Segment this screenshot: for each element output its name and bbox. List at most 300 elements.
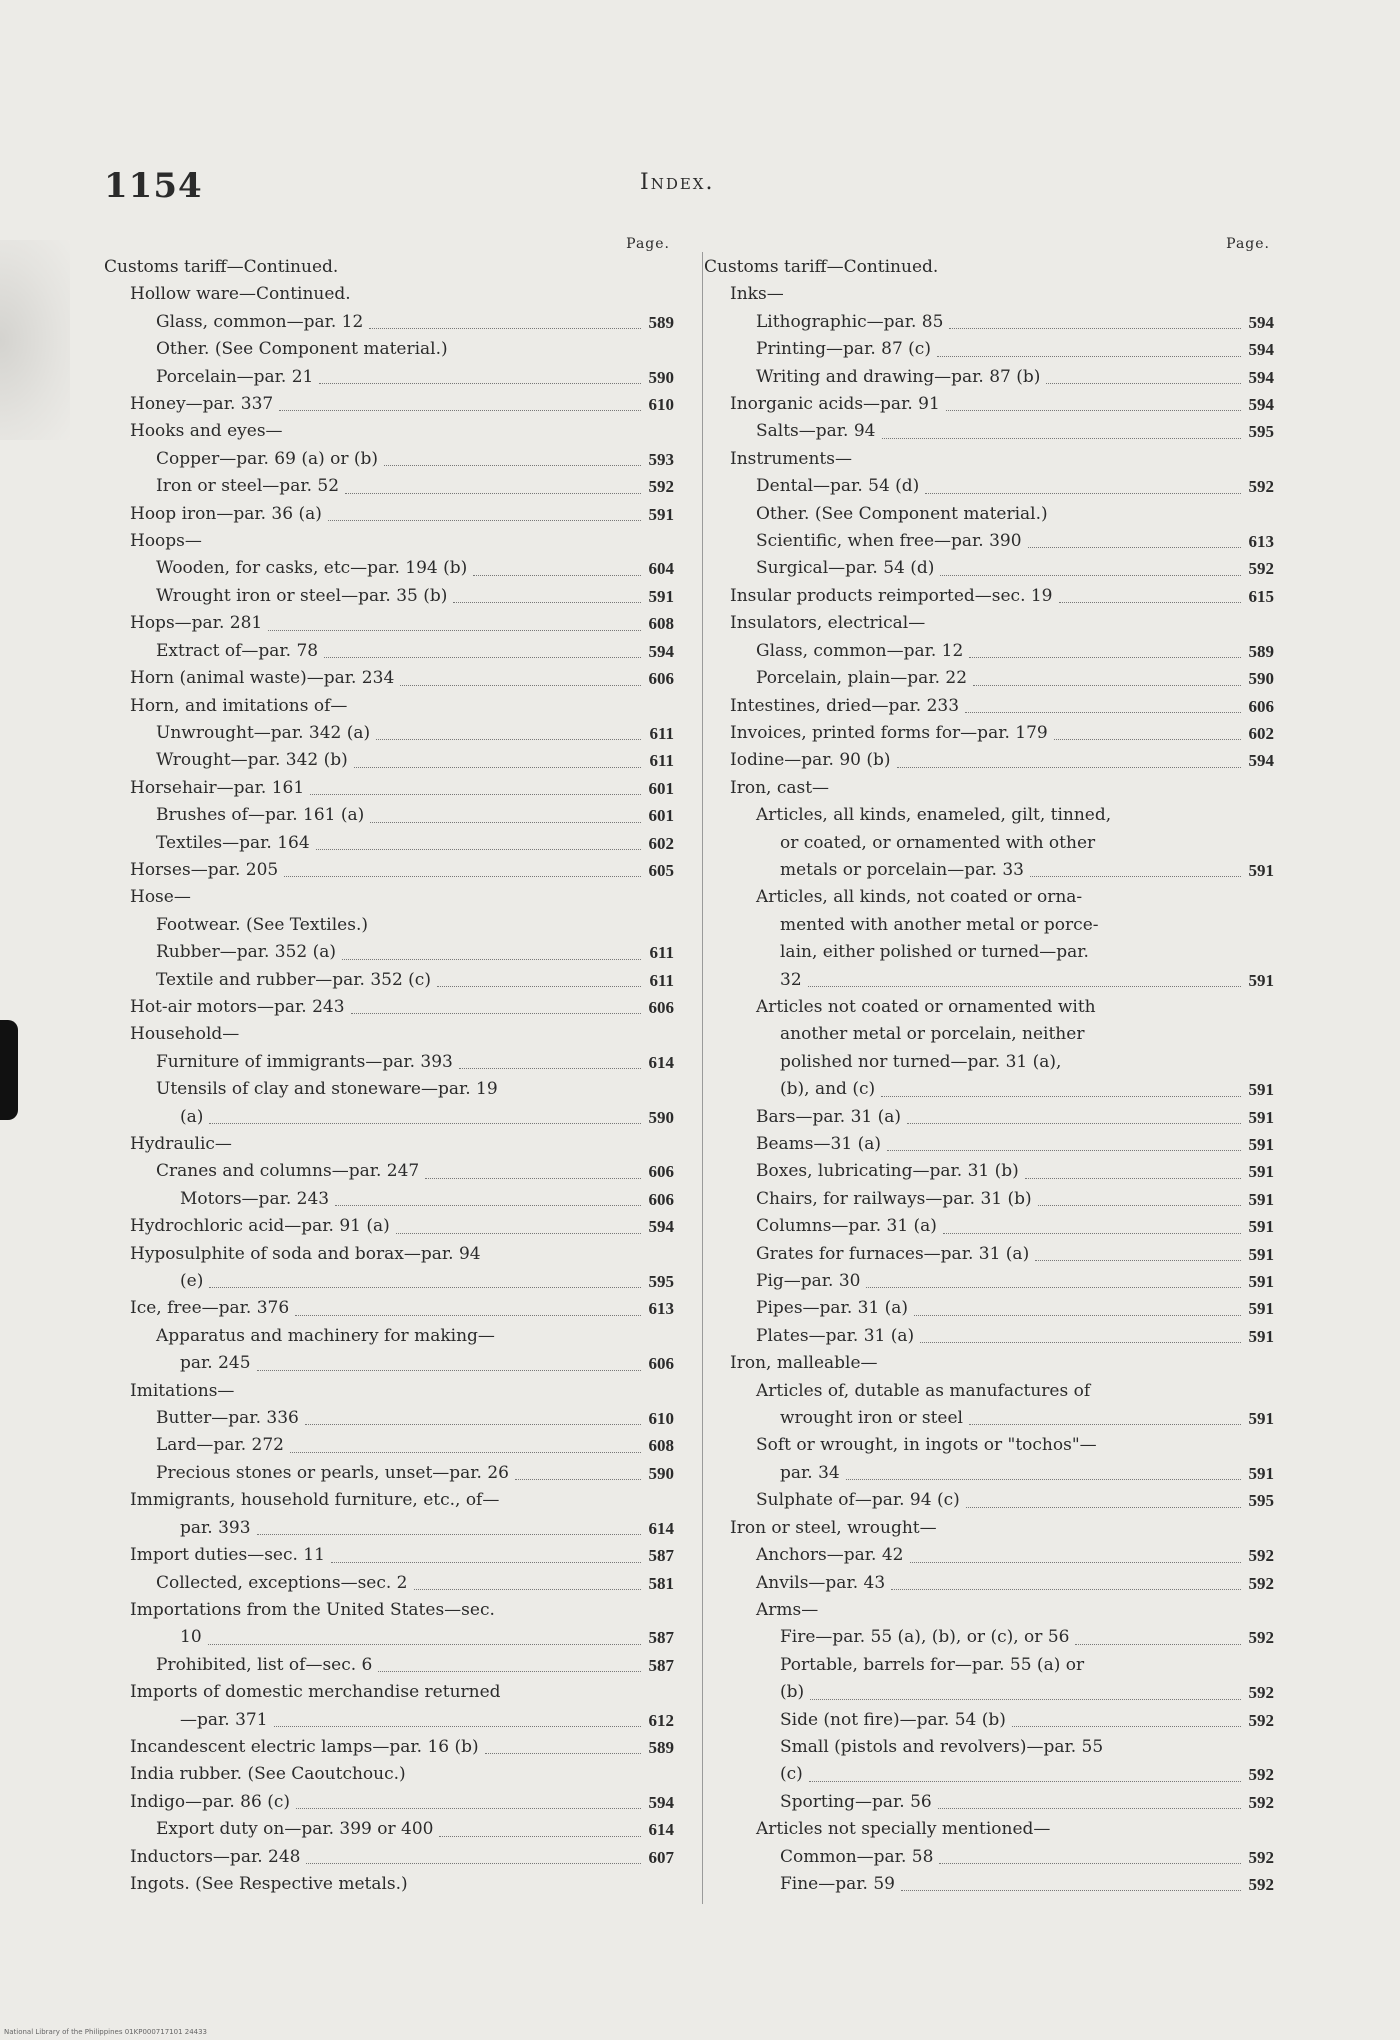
index-entry [704,583,1274,610]
index-entry-text: Anvils—par. 43 [756,1572,886,1593]
index-entry-text: Ice, free—par. 376 [130,1298,290,1319]
index-entry-text: Lard—par. 272 [156,1435,284,1456]
dot-leader [891,1562,1241,1590]
dot-leader [369,301,641,329]
index-entry-text: Surgical—par. 54 (d) [756,558,935,579]
index-entry [704,1323,1274,1350]
index-entry-text: Columns—par. 31 (a) [756,1216,937,1237]
index-entry-page: 602 [1248,723,1274,743]
index-entry-text: Customs tariff—Continued. [104,257,339,277]
column-divider [702,252,703,1904]
index-entry-page: 610 [648,1409,674,1429]
index-entry-page: 587 [648,1628,674,1648]
dot-leader [319,356,641,384]
dot-leader [295,1287,641,1315]
index-entry-text: Copper—par. 69 (a) or (b) [156,448,379,469]
dot-leader [969,630,1241,658]
index-entry-page: 591 [648,586,674,606]
index-entry-text: mented with another metal or porce- [780,914,1099,935]
dot-leader [846,1452,1241,1480]
dot-leader [257,1507,641,1535]
index-entry-text: Other. (See Component material.) [156,339,448,360]
dot-leader [274,1699,641,1727]
index-entry-page: 608 [648,614,674,634]
index-entry-text: Extract of—par. 78 [156,640,319,661]
index-entry [104,1104,674,1131]
index-entry-page: 606 [1248,696,1274,716]
index-entry-page: 591 [1248,1463,1274,1483]
index-entry-page: 606 [648,1354,674,1374]
dot-leader [1038,1178,1241,1206]
dot-leader [284,849,641,877]
index-entry-page: 590 [648,1107,674,1127]
index-entry-page: 592 [1248,1874,1274,1894]
index-entry [104,1734,674,1761]
index-entry-text: Precious stones or pearls, unset—par. 26 [156,1462,509,1483]
running-title: Index. [640,170,715,195]
index-entry-text: Iron or steel—par. 52 [156,476,340,497]
dot-leader [1046,356,1241,384]
index-entry-page: 612 [648,1710,674,1730]
index-entry-page: 591 [648,504,674,524]
index-entry-page: 589 [648,312,674,332]
index-entry-text: Wooden, for casks, etc—par. 194 (b) [156,558,468,579]
dot-leader [208,1616,641,1644]
index-entry-page: 604 [648,559,674,579]
page-edge-shadow [0,240,70,440]
index-entry-text: par. 34 [780,1462,840,1483]
index-entry-text: Portable, barrels for—par. 55 (a) or [780,1654,1085,1675]
index-entry [104,857,674,884]
footer-credit: National Library of the Philippines 01KP000717101 24433 [4,2028,208,2036]
index-entry-page: 595 [1248,1491,1274,1511]
index-entry-text: Hose— [130,887,191,908]
index-entry-page: 592 [1248,477,1274,497]
index-entry-page: 613 [1248,532,1274,552]
dot-leader [1012,1699,1241,1727]
index-entry-page: 589 [648,1737,674,1757]
index-entry-text: India rubber. (See Caoutchouc.) [130,1764,406,1785]
index-entry-text: Porcelain, plain—par. 22 [756,668,968,689]
dot-leader [938,1781,1241,1809]
index-entry [704,994,1274,1021]
index-entry-page: 592 [648,477,674,497]
index-entry [104,1295,674,1322]
index-entry-text: Textile and rubber—par. 352 (c) [156,969,431,990]
index-entry-text: Plates—par. 31 (a) [756,1325,915,1346]
index-entry [704,1871,1274,1898]
index-entry-page: 593 [648,449,674,469]
index-entry-text: Anchors—par. 42 [756,1545,904,1566]
index-entry-text: Hydraulic— [130,1134,232,1154]
index-entry-text: Hot-air motors—par. 243 [130,996,345,1017]
index-entry [104,309,674,336]
index-entry-text: Utensils of clay and stoneware—par. 19 [156,1079,498,1100]
index-entry-page: 594 [1248,395,1274,415]
index-entry-page: 592 [1248,1792,1274,1812]
index-entry-text: Rubber—par. 352 (a) [156,942,337,963]
index-entry-text: (a) [180,1106,204,1127]
index-entry-text: Butter—par. 336 [156,1408,299,1429]
dot-leader [305,1397,641,1425]
index-entry [704,1487,1274,1514]
dot-leader [966,1479,1241,1507]
dot-leader [973,657,1241,685]
index-entry-text: Boxes, lubricating—par. 31 (b) [756,1161,1019,1182]
dot-leader [925,465,1241,493]
index-entry-text: Horn (animal waste)—par. 234 [130,668,395,689]
index-entry [104,1460,674,1487]
index-entry-page: 591 [1248,1135,1274,1154]
dot-leader [946,383,1241,411]
index-entry-text: Unwrought—par. 342 (a) [156,722,371,743]
index-entry [104,1350,674,1377]
index-entry-text: Incandescent electric lamps—par. 16 (b) [130,1736,479,1757]
index-entry-text: Articles of, dutable as manufactures of [756,1380,1091,1401]
dot-leader [1030,849,1241,877]
index-entry-text: (c) [780,1764,803,1785]
dot-leader [809,1753,1241,1781]
index-entry-page: 592 [1248,559,1274,579]
index-entry-text: Pipes—par. 31 (a) [756,1298,909,1319]
index-entry-text: Dental—par. 54 (d) [756,476,920,497]
index-entry [704,967,1274,994]
dot-leader [515,1452,641,1480]
index-entry-text: Insulators, electrical— [730,613,926,634]
index-entry [704,775,1274,802]
dot-leader [331,1534,641,1562]
index-entry-text: Apparatus and machinery for making— [156,1325,495,1346]
index-entry [104,391,674,418]
dot-leader [354,739,641,767]
index-entry-text: Hoops— [130,531,202,552]
dot-leader [907,1096,1241,1124]
dot-leader [396,1205,641,1233]
dot-leader [459,1041,641,1069]
index-entry-page: 594 [1248,340,1274,360]
dot-leader [335,1178,641,1206]
dot-leader [437,959,641,987]
page-number: 1154 [104,166,203,206]
index-entry-text: (b) [780,1682,805,1703]
index-column-left [104,234,674,1898]
index-entry-page: 594 [648,1217,674,1237]
index-entry [704,1789,1274,1816]
dot-leader [439,1808,641,1836]
dot-leader [1054,712,1241,740]
index-entry-page: 615 [1248,586,1274,606]
index-entry-page: 592 [1248,1573,1274,1593]
index-entry-page: 591 [1248,1080,1274,1100]
index-entry-text: Cranes and columns—par. 247 [156,1161,420,1182]
dot-leader [881,1068,1241,1096]
index-entry-text: Iron, malleable— [730,1353,878,1374]
page-column-label: Page. [1226,236,1270,252]
index-entry-page: 614 [648,1820,674,1840]
index-entry-page: 606 [648,997,674,1017]
index-entry-page: 611 [649,943,674,963]
dot-leader [316,822,641,850]
index-entry-text: Imitations— [130,1380,235,1401]
index-entry [704,418,1274,445]
index-entry-text: Intestines, dried—par. 233 [730,695,960,716]
index-entry-text: Motors—par. 243 [180,1188,330,1209]
index-entry-page: 607 [648,1847,674,1867]
index-entry-text: Common—par. 58 [780,1846,934,1867]
dot-leader [939,1836,1241,1864]
dot-leader [897,739,1241,767]
index-entry-text: Footwear. (See Textiles.) [156,914,368,935]
binding-mark [0,1020,18,1120]
index-entry-text: Sulphate of—par. 94 (c) [756,1490,960,1511]
dot-leader [414,1562,641,1590]
index-entry-text: Customs tariff—Continued. [704,257,939,277]
dot-leader [1028,520,1241,548]
index-entry-text: Iron, cast— [730,777,830,798]
dot-leader [965,685,1241,713]
dot-leader [324,630,641,658]
dot-leader [453,575,641,603]
index-entries-right [704,254,1274,1898]
index-entry-page: 594 [1248,312,1274,332]
index-entry-text: Ingots. (See Respective metals.) [130,1873,408,1894]
dot-leader [290,1424,641,1452]
index-entry-page: 594 [1248,367,1274,387]
dot-leader [1025,1150,1241,1178]
index-entry-text: Hoop iron—par. 36 (a) [130,503,322,524]
index-entry-text: another metal or porcelain, neither [780,1024,1085,1045]
index-entry-text: Textiles—par. 164 [156,832,310,853]
index-entry-text: Furniture of immigrants—par. 393 [156,1051,453,1072]
index-entry-text: Articles not specially mentioned— [756,1819,1051,1840]
index-entry [704,912,1274,939]
dot-leader [969,1397,1241,1425]
index-entry-text: Writing and drawing—par. 87 (b) [756,366,1041,387]
index-entry-text: Brushes of—par. 161 (a) [156,805,365,826]
dot-leader [1075,1616,1241,1644]
dot-leader [370,794,641,822]
index-entry-text: —par. 371 [180,1709,268,1730]
index-entry-text: Import duties—sec. 11 [130,1545,325,1566]
index-entry [704,857,1274,884]
dot-leader [209,1096,641,1124]
index-entry-page: 587 [648,1655,674,1675]
index-entry-text: polished nor turned—par. 31 (a), [780,1051,1062,1072]
index-entry-text: Articles not coated or ornamented with [756,996,1096,1017]
index-entry-page: 589 [1248,641,1274,661]
index-entry-text: Hollow ware—Continued. [130,284,351,305]
index-entry-text: Glass, common—par. 12 [156,311,364,332]
dot-leader [937,328,1241,356]
index-entry-page: 605 [648,860,674,880]
dot-leader [949,301,1241,329]
index-entry [104,665,674,692]
index-entry [104,1652,674,1679]
index-entry-text: Hooks and eyes— [130,421,283,442]
index-entry-text: Articles, all kinds, not coated or orna- [756,887,1083,908]
index-entry-text: Wrought—par. 342 (b) [156,750,348,771]
index-entry [104,1844,674,1871]
index-entry-page: 592 [1248,1710,1274,1730]
index-entry-text: Lithographic—par. 85 [756,311,944,332]
index-entry [704,747,1274,774]
index-entry-text: (b), and (c) [780,1079,876,1100]
dot-leader [866,1260,1241,1288]
index-entry [104,1570,674,1597]
index-entry-text: Articles, all kinds, enameled, gilt, tinned, [756,805,1112,826]
index-entry-text: Inks— [730,284,784,305]
dot-leader [901,1863,1241,1891]
index-entry-text: Inductors—par. 248 [130,1846,301,1867]
index-entry [104,884,674,911]
index-entry [704,1350,1274,1377]
index-entry-page: 591 [1248,1299,1274,1319]
dot-leader [882,410,1241,438]
index-entry-page: 601 [648,806,674,826]
index-entry-page: 591 [1248,1162,1274,1182]
index-entry-text: wrought iron or steel [780,1408,963,1429]
index-entry-text: Hyposulphite of soda and borax—par. 94 [130,1243,481,1264]
index-entry-text: Side (not fire)—par. 54 (b) [780,1709,1006,1730]
page-column-label: Page. [626,236,670,252]
index-entry-page: 591 [1248,1107,1274,1127]
dot-leader [345,465,641,493]
index-entry-text: Soft or wrought, in ingots or "tochos"— [756,1435,1097,1456]
index-entry-text: (e) [180,1271,204,1292]
index-entry-page: 611 [649,723,674,743]
index-entry-page: 610 [648,395,674,415]
index-entry-text: Importations from the United States—sec. [130,1599,495,1620]
index-entry-text: Iodine—par. 90 (b) [730,750,891,771]
index-entry-text: Other. (See Component material.) [756,503,1048,524]
index-entry-page: 611 [649,970,674,990]
index-entry-text: Horses—par. 205 [130,859,279,880]
index-entry-text: Invoices, printed forms for—par. 179 [730,722,1048,743]
index-entry-page: 608 [648,1436,674,1456]
index-entry-text: Collected, exceptions—sec. 2 [156,1572,408,1593]
index-entry-page: 592 [1248,1683,1274,1703]
index-entries-left [104,254,674,1898]
index-entry-text: Horn, and imitations of— [130,695,348,716]
index-entry-text: 10 [180,1627,202,1648]
index-entry-page: 591 [1248,970,1274,990]
index-entry-text: Household— [130,1024,240,1045]
dot-leader [940,547,1241,575]
index-entry-text: Hops—par. 281 [130,613,263,634]
index-entry-page: 591 [1248,1217,1274,1237]
index-entry-page: 602 [648,833,674,853]
dot-leader [887,1123,1241,1151]
dot-leader [342,931,641,959]
index-entry [104,254,674,281]
index-entry-page: 591 [1248,1326,1274,1346]
index-entry [704,473,1274,500]
index-entry-text: par. 245 [180,1353,251,1374]
index-entry-page: 591 [1248,1409,1274,1429]
dot-leader [914,1287,1241,1315]
index-entry [704,1021,1274,1048]
index-entry-text: Honey—par. 337 [130,394,274,415]
index-entry-page: 595 [1248,422,1274,442]
index-entry-text: Chairs, for railways—par. 31 (b) [756,1188,1032,1209]
index-entry [704,1624,1274,1651]
index-entry-page: 594 [648,641,674,661]
index-entry [704,802,1274,829]
index-entry-page: 581 [648,1573,674,1593]
index-entry-text: Prohibited, list of—sec. 6 [156,1654,373,1675]
dot-leader [310,767,641,795]
dot-leader [384,438,641,466]
dot-leader [306,1836,641,1864]
index-entry-page: 592 [1248,1628,1274,1648]
dot-leader [810,1671,1241,1699]
dot-leader [209,1260,641,1288]
index-entry-page: 595 [648,1272,674,1292]
index-entry-page: 611 [649,751,674,771]
dot-leader [808,959,1241,987]
dot-leader [296,1781,641,1809]
dot-leader [920,1315,1241,1343]
index-entry-text: Small (pistols and revolvers)—par. 55 [780,1736,1104,1757]
dot-leader [425,1150,641,1178]
index-entry-page: 592 [1248,1765,1274,1785]
index-entry-text: Scientific, when free—par. 390 [756,531,1022,552]
index-entry-text: metals or porcelain—par. 33 [780,859,1024,880]
index-entry-page: 587 [648,1546,674,1566]
index-entry-page: 590 [648,1463,674,1483]
index-entry-text: Fine—par. 59 [780,1873,895,1894]
index-entry-page: 606 [648,1162,674,1182]
dot-leader [268,602,641,630]
index-entry-page: 606 [648,669,674,689]
index-entry-page: 591 [1248,1189,1274,1209]
index-entry-text: Fire—par. 55 (a), (b), or (c), or 56 [780,1627,1070,1648]
index-entry-text: Export duty on—par. 399 or 400 [156,1819,434,1840]
dot-leader [943,1205,1241,1233]
index-entry-text: Sporting—par. 56 [780,1791,932,1812]
index-entry-text: Printing—par. 87 (c) [756,339,931,360]
index-entry-text: Arms— [756,1599,819,1620]
index-entry-text: Indigo—par. 86 (c) [130,1791,291,1812]
index-entry-text: Iron or steel, wrought— [730,1517,937,1538]
index-entry [104,994,674,1021]
dot-leader [279,383,641,411]
index-entry-page: 601 [648,778,674,798]
index-entry-page: 591 [1248,1272,1274,1292]
index-entry-text: Bars—par. 31 (a) [756,1106,901,1127]
index-entry-page: 590 [1248,669,1274,689]
index-entry-text: Pig—par. 30 [756,1271,861,1292]
index-entry-text: Horsehair—par. 161 [130,777,305,798]
index-entry-text: lain, either polished or turned—par. [780,942,1089,963]
index-entry-page: 614 [648,1518,674,1538]
dot-leader [257,1342,641,1370]
index-entry-text: Wrought iron or steel—par. 35 (b) [156,585,448,606]
index-entry-page: 590 [648,367,674,387]
index-entry-page: 591 [1248,860,1274,880]
index-entry-text: Hydrochloric acid—par. 91 (a) [130,1216,390,1237]
dot-leader [485,1726,641,1754]
index-entry [704,1707,1274,1734]
index-entry-page: 591 [1248,1244,1274,1264]
index-entry [704,1405,1274,1432]
index-entry-text: par. 393 [180,1517,251,1538]
dot-leader [473,547,641,575]
index-entry-page: 613 [648,1299,674,1319]
dot-leader [1035,1233,1241,1261]
index-entry-text: Salts—par. 94 [756,421,876,442]
index-entry-text: Beams—31 (a) [756,1134,881,1154]
